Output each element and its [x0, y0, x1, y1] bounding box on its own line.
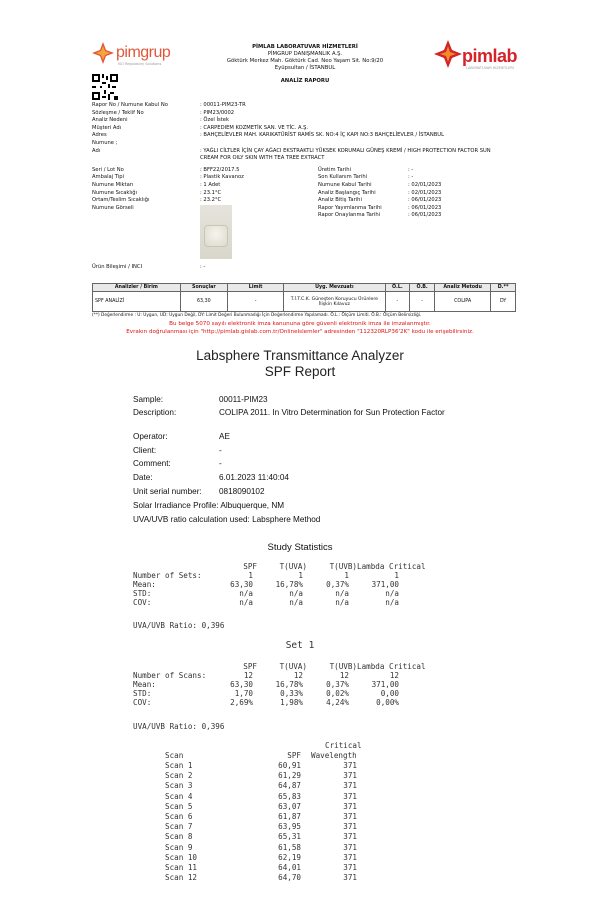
table-cell: T.İ.T.C.K. Güneşten Koruyucu Ürünlere İlişkin Kılavuz [284, 292, 385, 312]
table-cell: - [385, 292, 410, 312]
scans-table [165, 741, 385, 881]
meta-value: 6.01.2023 11:40:04 [219, 473, 289, 482]
stat-value: 371,00 [371, 580, 399, 589]
report-title: Labsphere Transmittance Analyzer [196, 348, 404, 363]
signature-notice-line-2: Evrakın doğrulanması için "http://pimlab.gislab.com.tr/OnlineIslemler" adresinden "112320RLP36'2K" kodu ile erişebilirsiniz. [126, 329, 474, 335]
scan-label: Scan 1 [165, 761, 193, 770]
field-row [92, 102, 532, 110]
scan-label: Scan 11 [165, 863, 198, 872]
field-label: Numune Kabul Tarihi [318, 181, 372, 188]
scan-header-wavelength: Wavelength [311, 751, 357, 760]
scan-spf: 61,87 [278, 812, 301, 821]
stat-value: 1 [248, 571, 253, 580]
field-row [92, 174, 532, 182]
scan-label: Scan 4 [165, 791, 193, 801]
field-row [92, 148, 532, 156]
set-title: Set 1 [285, 640, 315, 651]
stat-value: 0,37% [326, 580, 349, 589]
stat-label: Number of Sets: [133, 571, 202, 580]
field-value: : - [408, 166, 414, 173]
stat-value: 2,69% [230, 698, 253, 707]
field-value: : BFF22/2017.5 [200, 166, 240, 173]
stat-label: COV: [133, 598, 152, 607]
field-value: : 00011-PIM23-TR [200, 102, 246, 108]
stat-header: T(UVB) [329, 662, 357, 671]
stat-label: STD: [133, 589, 152, 598]
field-value: : 06/01/2023 [408, 197, 442, 204]
field-value: : 1 Adet [200, 181, 221, 188]
scan-spf: 63,07 [278, 801, 301, 811]
field-value: : Plastik Kavanoz [200, 174, 244, 181]
table-cell: DY [491, 292, 516, 312]
field-value: : BAHÇELİEVLER MAH. KARIKATÜRİST RAMİS SK. NO:4 İÇ KAPI NO:3 BAHÇELİEVLER / İSTANBUL [200, 132, 444, 139]
meta-label: Comment: [133, 459, 171, 468]
ratio-method: UVA/UVB ratio calculation used: Labsphere Method [133, 515, 321, 524]
results-header-cell: D.** [491, 284, 516, 292]
scan-spf: 64,87 [278, 781, 301, 791]
stat-value: 63,30 [230, 580, 253, 589]
field-value: : 02/01/2023 [408, 189, 442, 196]
stat-value: n/a [335, 589, 349, 598]
scan-spf: 60,91 [278, 761, 301, 770]
field-label: Rapor No / Numune Kabul No [92, 102, 168, 108]
scan-label: Scan 8 [165, 832, 193, 842]
field-value: CREAM FOR OILY SKIN WITH TEA TREE EXTRACT [200, 155, 325, 162]
table-cell: SPF ANALİZİ [93, 292, 181, 312]
scan-spf: 65,83 [278, 791, 301, 801]
field-row [92, 110, 532, 118]
meta-value: - [219, 459, 222, 468]
results-header-row [93, 284, 516, 292]
header-line-2: PİMGRUP DANIŞMANLIK A.Ş. [267, 51, 343, 57]
scan-spf: 63,95 [278, 822, 301, 832]
study-uva-uvb-ratio: UVA/UVB Ratio: 0,396 [133, 621, 225, 630]
field-label: Numune ; [92, 139, 118, 146]
pimgrup-logo-text: pimgrup [116, 44, 171, 61]
scan-label: Scan 3 [165, 781, 193, 791]
meta-value: - [219, 446, 222, 455]
stat-value: 0,02% [326, 689, 349, 698]
stat-value: 0,37% [326, 680, 349, 689]
meta-label: Operator: [133, 432, 168, 441]
scan-wavelength: 371 [343, 832, 357, 842]
field-label: Ortam/Teslim Sıcaklığı [92, 197, 150, 204]
results-header-cell: Analiz Metodu [435, 284, 491, 292]
field-label: Numune Miktarı [92, 181, 134, 188]
set-uva-uvb-ratio: UVA/UVB Ratio: 0,396 [133, 722, 225, 731]
field-value: : 23.1°C [200, 189, 222, 196]
stat-value: 0,00% [376, 698, 399, 707]
results-header-cell: Ö.L. [385, 284, 410, 292]
meta-label: Description: [133, 408, 177, 417]
header-line-1: PİMLAB LABORATUVAR HİZMETLERİ [252, 44, 358, 50]
field-row [92, 117, 532, 125]
results-header-cell: Sonuçlar [180, 284, 227, 292]
pimgrup-logo-icon [92, 42, 114, 64]
set-stats-table [133, 662, 453, 712]
stat-value: n/a [289, 598, 303, 607]
field-row [92, 155, 532, 163]
stat-header: T(UVA) [279, 562, 307, 571]
stat-header: SPF [243, 662, 257, 671]
stat-header: Lambda Critical [357, 562, 426, 571]
scan-label: Scan 2 [165, 771, 193, 781]
stat-header: T(UVA) [279, 662, 307, 671]
field-label: Son Kullanım Tarihi [318, 174, 368, 181]
pimgrup-logo [92, 40, 192, 72]
product-image [200, 205, 232, 259]
stat-value: n/a [335, 598, 349, 607]
scan-wavelength: 371 [343, 873, 357, 883]
field-label: Üretim Tarihi [318, 166, 351, 173]
inci-label: Ürün Bileşimi / INCI [92, 264, 143, 270]
field-label: Seri / Lot No [92, 166, 124, 173]
meta-value: 00011-PIM23 [219, 395, 268, 404]
study-statistics-title: Study Statistics [267, 542, 333, 553]
header-line-4: Eyüpsultan / İSTANBUL [274, 65, 336, 71]
scan-wavelength: 371 [343, 863, 357, 872]
table-cell: COLIPA [435, 292, 491, 312]
lab-header [200, 44, 410, 85]
results-table [92, 283, 516, 312]
stat-label: Number of Scans: [133, 671, 207, 680]
scan-label: Scan 7 [165, 822, 193, 832]
scan-spf: 64,01 [278, 863, 301, 872]
stat-header: Lambda Critical [357, 662, 426, 671]
results-header-cell: Analizler / Birim [93, 284, 181, 292]
stat-value: 1,70 [234, 689, 253, 698]
inci-row [92, 264, 392, 272]
stat-value: 371,00 [371, 680, 399, 689]
stat-value: n/a [385, 589, 399, 598]
signature-notice-line-1: Bu belge 5070 sayılı elektronik imza kanununa göre güvenli elektronik imza ile imzalanmıştır. [169, 321, 431, 327]
field-value: : CARPEDIEM KOZMETİK SAN. VE TİC. A.Ş. [200, 124, 309, 131]
meta-value: AE [219, 432, 230, 441]
field-value: : 02/01/2023 [408, 181, 442, 188]
stat-value: n/a [239, 598, 253, 607]
field-value: : - [408, 174, 414, 181]
stat-value: n/a [385, 598, 399, 607]
stat-value: 12 [293, 671, 303, 680]
scan-spf: 64,70 [278, 873, 301, 883]
field-label: Analiz Başlangıç Tarihi [318, 189, 376, 196]
stat-label: Mean: [133, 580, 156, 589]
field-value: : 23.2°C [200, 197, 222, 204]
table-cell: 63,30 [180, 292, 227, 312]
scan-label: Scan 6 [165, 812, 193, 821]
scan-spf: 62,19 [278, 852, 301, 862]
scan-wavelength: 371 [343, 781, 357, 791]
field-row [92, 205, 532, 213]
pimlab-logo-sub: LABORATUVAR HİZMETLERİ [466, 66, 514, 70]
solar-profile: Solar Irradiance Profile: Albuquerque, NM [133, 501, 285, 510]
scan-wavelength: 371 [343, 801, 357, 811]
field-value: : Özel İstek [200, 117, 229, 124]
stat-value: 1 [298, 571, 303, 580]
scan-wavelength: 371 [343, 822, 357, 832]
stat-value: 12 [389, 671, 399, 680]
meta-value: 0818090102 [219, 487, 265, 496]
results-header-cell: Uyg. Mevzuatı [284, 284, 385, 292]
field-row [92, 182, 532, 190]
field-label: Numune Sıcaklığı [92, 189, 138, 196]
scan-wavelength: 371 [343, 771, 357, 781]
report-subtitle: SPF Report [264, 364, 336, 379]
header-line-3: Göktürk Merkez Mah. Göktürk Cad. Neo Yaşam Sit. No:9/20 [226, 58, 384, 64]
qr-code-icon [92, 74, 118, 100]
field-label: Sözleşme / Teklif No [92, 109, 144, 116]
pimgrup-logo-sub: ISO Regulatory Solutions [118, 62, 162, 66]
field-value: : 06/01/2023 [408, 212, 442, 219]
field-row [92, 140, 532, 148]
stat-value: 1,98% [280, 698, 303, 707]
pimlab-logo-icon [434, 40, 462, 68]
stat-value: 12 [243, 671, 253, 680]
meta-label: Sample: [133, 395, 164, 404]
stat-label: COV: [133, 698, 152, 707]
scan-wavelength: 371 [343, 852, 357, 862]
analysis-report-title: ANALİZ RAPORU [280, 78, 330, 84]
meta-label: Client: [133, 446, 157, 455]
field-label: Adı [92, 147, 101, 154]
scan-header-critical: Critical [325, 741, 362, 750]
scan-label: Scan 5 [165, 801, 193, 811]
stat-value: 16,78% [275, 580, 303, 589]
field-value: : YAĞLI CİLTLER İÇİN ÇAY AĞACI EKSTRAKTLI YÜKSEK KORUMALI GÜNEŞ KREMİ / HIGH PROTECTION FACTOR SUN [200, 147, 491, 154]
scan-wavelength: 371 [343, 761, 357, 770]
stat-value: 1 [344, 571, 349, 580]
evaluation-legend: (**) Değerlendirme : U: Uygun, UD: Uygun Değil, DY: Limit Değeri Bulunmadığı İçin Değerlendirme Yapılamadı. Ö.L.: Ölçüm Limiti. Ö.B.: Ölçüm Belirsizliği. [92, 313, 422, 318]
stat-value: 12 [339, 671, 349, 680]
field-label: Analiz Bitiş Tarihi [318, 197, 362, 204]
stat-value: n/a [289, 589, 303, 598]
stat-label: STD: [133, 689, 152, 698]
meta-label: Date: [133, 473, 153, 482]
stat-header: SPF [243, 562, 257, 571]
scan-spf: 61,58 [278, 842, 301, 852]
scan-wavelength: 371 [343, 791, 357, 801]
stat-value: 0,33% [280, 689, 303, 698]
field-row [92, 132, 532, 140]
field-value: : 06/01/2023 [408, 204, 442, 211]
scan-wavelength: 371 [343, 842, 357, 852]
signature-notice [92, 320, 508, 336]
meta-value: COLIPA 2011. In Vitro Determination for Sun Protection Factor [219, 408, 445, 417]
meta-label: Unit serial number: [133, 487, 202, 496]
scan-header-spf: SPF [287, 751, 301, 760]
scan-label: Scan 9 [165, 842, 193, 852]
results-header-cell: Ö.B. [410, 284, 435, 292]
jar-image [204, 225, 228, 247]
stat-value: 16,78% [275, 680, 303, 689]
stat-value: n/a [239, 589, 253, 598]
field-row [92, 197, 532, 205]
field-label: Müşteri Adı [92, 124, 122, 131]
stat-value: 63,30 [230, 680, 253, 689]
field-label: Rapor Onaylanma Tarihi [318, 212, 381, 219]
field-label: Adres [92, 132, 107, 139]
table-cell: - [410, 292, 435, 312]
field-label: Numune Görseli [92, 204, 134, 211]
field-row [92, 190, 532, 198]
study-stats-table [133, 562, 453, 612]
field-label: Analiz Nedeni [92, 117, 128, 124]
scan-spf: 65,31 [278, 832, 301, 842]
table-row [93, 292, 516, 312]
stat-value: 4,24% [326, 698, 349, 707]
scan-spf: 61,29 [278, 771, 301, 781]
field-value: : PIM23/0002 [200, 109, 235, 116]
pimlab-logo [432, 40, 542, 72]
report-fields [92, 102, 532, 220]
scan-label: Scan 10 [165, 852, 198, 862]
table-cell: - [228, 292, 284, 312]
inci-value: : - [200, 264, 206, 270]
field-row [92, 212, 532, 220]
stat-value: 1 [394, 571, 399, 580]
stat-header: T(UVB) [329, 562, 357, 571]
scan-header-scan: Scan [165, 751, 184, 760]
field-row [92, 167, 532, 175]
results-header-cell: Limit [228, 284, 284, 292]
stat-label: Mean: [133, 680, 156, 689]
field-label: Rapor Yayımlanma Tarihi [318, 204, 382, 211]
scan-wavelength: 371 [343, 812, 357, 821]
scan-label: Scan 12 [165, 873, 198, 883]
stat-value: 0,00 [380, 689, 399, 698]
field-label: Ambalaj Tipi [92, 174, 124, 181]
pimlab-logo-text: pimlab [462, 46, 518, 66]
